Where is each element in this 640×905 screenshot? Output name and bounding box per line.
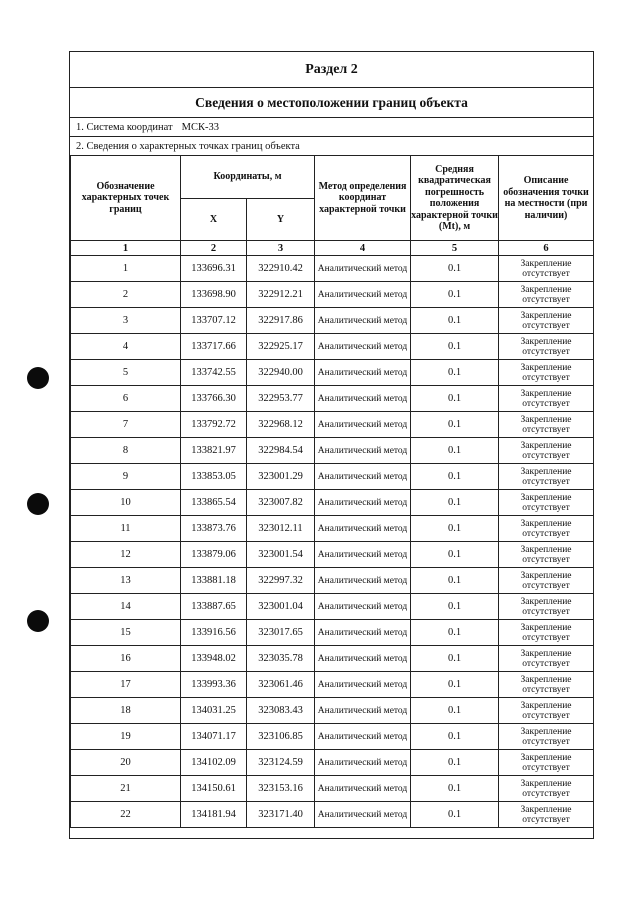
column-number: 3 [247, 241, 315, 256]
coord-y-cell: 323001.29 [247, 464, 315, 490]
coord-x-cell: 133821.97 [181, 438, 247, 464]
coord-x-cell: 133887.65 [181, 594, 247, 620]
description-cell: Закрепление отсутствует [499, 438, 594, 464]
point-number-cell: 6 [71, 386, 181, 412]
point-number-cell: 7 [71, 412, 181, 438]
document-sheet [69, 51, 594, 839]
method-cell: Аналитический метод [315, 386, 411, 412]
method-cell: Аналитический метод [315, 360, 411, 386]
accuracy-cell: 0.1 [411, 386, 499, 412]
point-number-cell: 8 [71, 438, 181, 464]
point-number-cell: 17 [71, 672, 181, 698]
header-method: Метод определения координат характерной точки [315, 156, 411, 241]
point-number-cell: 12 [71, 542, 181, 568]
coord-y-cell: 323007.82 [247, 490, 315, 516]
coord-x-cell: 133881.18 [181, 568, 247, 594]
method-cell: Аналитический метод [315, 438, 411, 464]
table-row [71, 386, 594, 412]
point-number-cell: 13 [71, 568, 181, 594]
description-cell: Закрепление отсутствует [499, 594, 594, 620]
description-cell: Закрепление отсутствует [499, 542, 594, 568]
accuracy-cell: 0.1 [411, 568, 499, 594]
punch-hole-bottom [27, 610, 49, 632]
point-number-cell: 9 [71, 464, 181, 490]
accuracy-cell: 0.1 [411, 620, 499, 646]
coord-y-cell: 323153.16 [247, 776, 315, 802]
table-row [71, 412, 594, 438]
point-number-cell: 18 [71, 698, 181, 724]
point-number-cell: 16 [71, 646, 181, 672]
header-coordinates: Координаты, м [181, 156, 315, 199]
point-number-cell: 19 [71, 724, 181, 750]
coord-x-cell: 133742.55 [181, 360, 247, 386]
table-row [71, 464, 594, 490]
coord-y-cell: 322925.17 [247, 334, 315, 360]
method-cell: Аналитический метод [315, 672, 411, 698]
point-number-cell: 2 [71, 282, 181, 308]
accuracy-cell: 0.1 [411, 438, 499, 464]
coord-y-cell: 322917.86 [247, 308, 315, 334]
table-row [71, 308, 594, 334]
header-accuracy: Средняя квадратическая погрешность положения характерной точки (Mt), м [411, 156, 499, 241]
point-number-cell: 22 [71, 802, 181, 828]
accuracy-cell: 0.1 [411, 646, 499, 672]
table-row [71, 256, 594, 282]
description-cell: Закрепление отсутствует [499, 672, 594, 698]
coord-x-cell: 133698.90 [181, 282, 247, 308]
header-description: Описание обозначения точки на местности (при наличии) [499, 156, 594, 241]
method-cell: Аналитический метод [315, 542, 411, 568]
column-number: 6 [499, 241, 594, 256]
method-cell: Аналитический метод [315, 412, 411, 438]
coord-y-cell: 322910.42 [247, 256, 315, 282]
description-cell: Закрепление отсутствует [499, 256, 594, 282]
method-cell: Аналитический метод [315, 516, 411, 542]
coord-x-cell: 133916.56 [181, 620, 247, 646]
method-cell: Аналитический метод [315, 776, 411, 802]
description-cell: Закрепление отсутствует [499, 464, 594, 490]
description-cell: Закрепление отсутствует [499, 776, 594, 802]
point-number-cell: 3 [71, 308, 181, 334]
coord-x-cell: 134181.94 [181, 802, 247, 828]
description-cell: Закрепление отсутствует [499, 334, 594, 360]
accuracy-cell: 0.1 [411, 256, 499, 282]
description-cell: Закрепление отсутствует [499, 646, 594, 672]
column-number: 2 [181, 241, 247, 256]
column-numbers-row [71, 241, 594, 256]
method-cell: Аналитический метод [315, 568, 411, 594]
coord-y-cell: 323083.43 [247, 698, 315, 724]
accuracy-cell: 0.1 [411, 724, 499, 750]
table-row [71, 516, 594, 542]
coord-y-cell: 323001.04 [247, 594, 315, 620]
method-cell: Аналитический метод [315, 308, 411, 334]
method-cell: Аналитический метод [315, 594, 411, 620]
coord-y-cell: 322984.54 [247, 438, 315, 464]
coord-x-cell: 134150.61 [181, 776, 247, 802]
header-y: Y [247, 199, 315, 241]
point-number-cell: 11 [71, 516, 181, 542]
accuracy-cell: 0.1 [411, 464, 499, 490]
coord-y-cell: 323124.59 [247, 750, 315, 776]
description-cell: Закрепление отсутствует [499, 490, 594, 516]
point-number-cell: 10 [71, 490, 181, 516]
method-cell: Аналитический метод [315, 724, 411, 750]
description-cell: Закрепление отсутствует [499, 802, 594, 828]
method-cell: Аналитический метод [315, 620, 411, 646]
coord-x-cell: 133707.12 [181, 308, 247, 334]
coord-x-cell: 134071.17 [181, 724, 247, 750]
accuracy-cell: 0.1 [411, 750, 499, 776]
description-cell: Закрепление отсутствует [499, 282, 594, 308]
accuracy-cell: 0.1 [411, 802, 499, 828]
point-number-cell: 5 [71, 360, 181, 386]
point-number-cell: 14 [71, 594, 181, 620]
method-cell: Аналитический метод [315, 646, 411, 672]
punch-hole-middle [27, 493, 49, 515]
coord-x-cell: 133792.72 [181, 412, 247, 438]
coord-y-cell: 322940.00 [247, 360, 315, 386]
description-cell: Закрепление отсутствует [499, 308, 594, 334]
coord-x-cell: 133879.06 [181, 542, 247, 568]
table-row [71, 282, 594, 308]
accuracy-cell: 0.1 [411, 776, 499, 802]
coord-system-line [70, 118, 593, 137]
accuracy-cell: 0.1 [411, 542, 499, 568]
table-row [71, 490, 594, 516]
accuracy-cell: 0.1 [411, 594, 499, 620]
accuracy-cell: 0.1 [411, 282, 499, 308]
coord-y-cell: 323106.85 [247, 724, 315, 750]
coord-y-cell: 322968.12 [247, 412, 315, 438]
coord-x-cell: 133948.02 [181, 646, 247, 672]
coord-y-cell: 322997.32 [247, 568, 315, 594]
coord-x-cell: 133993.36 [181, 672, 247, 698]
header-x: X [181, 199, 247, 241]
points-table [70, 155, 594, 828]
column-number: 5 [411, 241, 499, 256]
section-title: Раздел 2 [70, 52, 593, 88]
point-number-cell: 1 [71, 256, 181, 282]
description-cell: Закрепление отсутствует [499, 620, 594, 646]
accuracy-cell: 0.1 [411, 412, 499, 438]
table-row [71, 698, 594, 724]
description-cell: Закрепление отсутствует [499, 516, 594, 542]
table-row [71, 438, 594, 464]
table-row [71, 646, 594, 672]
table-row [71, 334, 594, 360]
accuracy-cell: 0.1 [411, 516, 499, 542]
accuracy-cell: 0.1 [411, 360, 499, 386]
coord-y-cell: 323012.11 [247, 516, 315, 542]
point-number-cell: 20 [71, 750, 181, 776]
table-row [71, 568, 594, 594]
method-cell: Аналитический метод [315, 698, 411, 724]
table-row [71, 724, 594, 750]
accuracy-cell: 0.1 [411, 334, 499, 360]
column-number: 4 [315, 241, 411, 256]
header-designation: Обозначение характерных точек границ [71, 156, 181, 241]
column-number: 1 [71, 241, 181, 256]
method-cell: Аналитический метод [315, 802, 411, 828]
coord-y-cell: 323061.46 [247, 672, 315, 698]
coord-x-cell: 133865.54 [181, 490, 247, 516]
method-cell: Аналитический метод [315, 490, 411, 516]
coord-x-cell: 134102.09 [181, 750, 247, 776]
description-cell: Закрепление отсутствует [499, 386, 594, 412]
coord-y-cell: 323035.78 [247, 646, 315, 672]
description-cell: Закрепление отсутствует [499, 412, 594, 438]
method-cell: Аналитический метод [315, 334, 411, 360]
coord-y-cell: 322912.21 [247, 282, 315, 308]
coord-y-cell: 323017.65 [247, 620, 315, 646]
table-row [71, 594, 594, 620]
table-row [71, 360, 594, 386]
section-subtitle: Сведения о местоположении границ объекта [70, 88, 593, 118]
coord-x-cell: 133696.31 [181, 256, 247, 282]
description-cell: Закрепление отсутствует [499, 568, 594, 594]
method-cell: Аналитический метод [315, 256, 411, 282]
accuracy-cell: 0.1 [411, 490, 499, 516]
accuracy-cell: 0.1 [411, 672, 499, 698]
coord-x-cell: 133853.05 [181, 464, 247, 490]
table-row [71, 620, 594, 646]
point-number-cell: 4 [71, 334, 181, 360]
coord-y-cell: 323001.54 [247, 542, 315, 568]
table-row [71, 776, 594, 802]
accuracy-cell: 0.1 [411, 698, 499, 724]
method-cell: Аналитический метод [315, 282, 411, 308]
points-caption: 2. Сведения о характерных точках границ объекта [76, 140, 300, 152]
punch-hole-top [27, 367, 49, 389]
description-cell: Закрепление отсутствует [499, 360, 594, 386]
accuracy-cell: 0.1 [411, 308, 499, 334]
coord-x-cell: 133766.30 [181, 386, 247, 412]
point-number-cell: 15 [71, 620, 181, 646]
coord-system-label: 1. Система координат [76, 121, 173, 133]
coord-system-value: МСК-33 [181, 121, 219, 133]
point-number-cell: 21 [71, 776, 181, 802]
coord-y-cell: 323171.40 [247, 802, 315, 828]
description-cell: Закрепление отсутствует [499, 698, 594, 724]
table-row [71, 802, 594, 828]
description-cell: Закрепление отсутствует [499, 724, 594, 750]
table-row [71, 750, 594, 776]
table-row [71, 672, 594, 698]
coord-x-cell: 133717.66 [181, 334, 247, 360]
coord-x-cell: 134031.25 [181, 698, 247, 724]
coord-x-cell: 133873.76 [181, 516, 247, 542]
table-row [71, 542, 594, 568]
coord-y-cell: 322953.77 [247, 386, 315, 412]
description-cell: Закрепление отсутствует [499, 750, 594, 776]
method-cell: Аналитический метод [315, 750, 411, 776]
method-cell: Аналитический метод [315, 464, 411, 490]
